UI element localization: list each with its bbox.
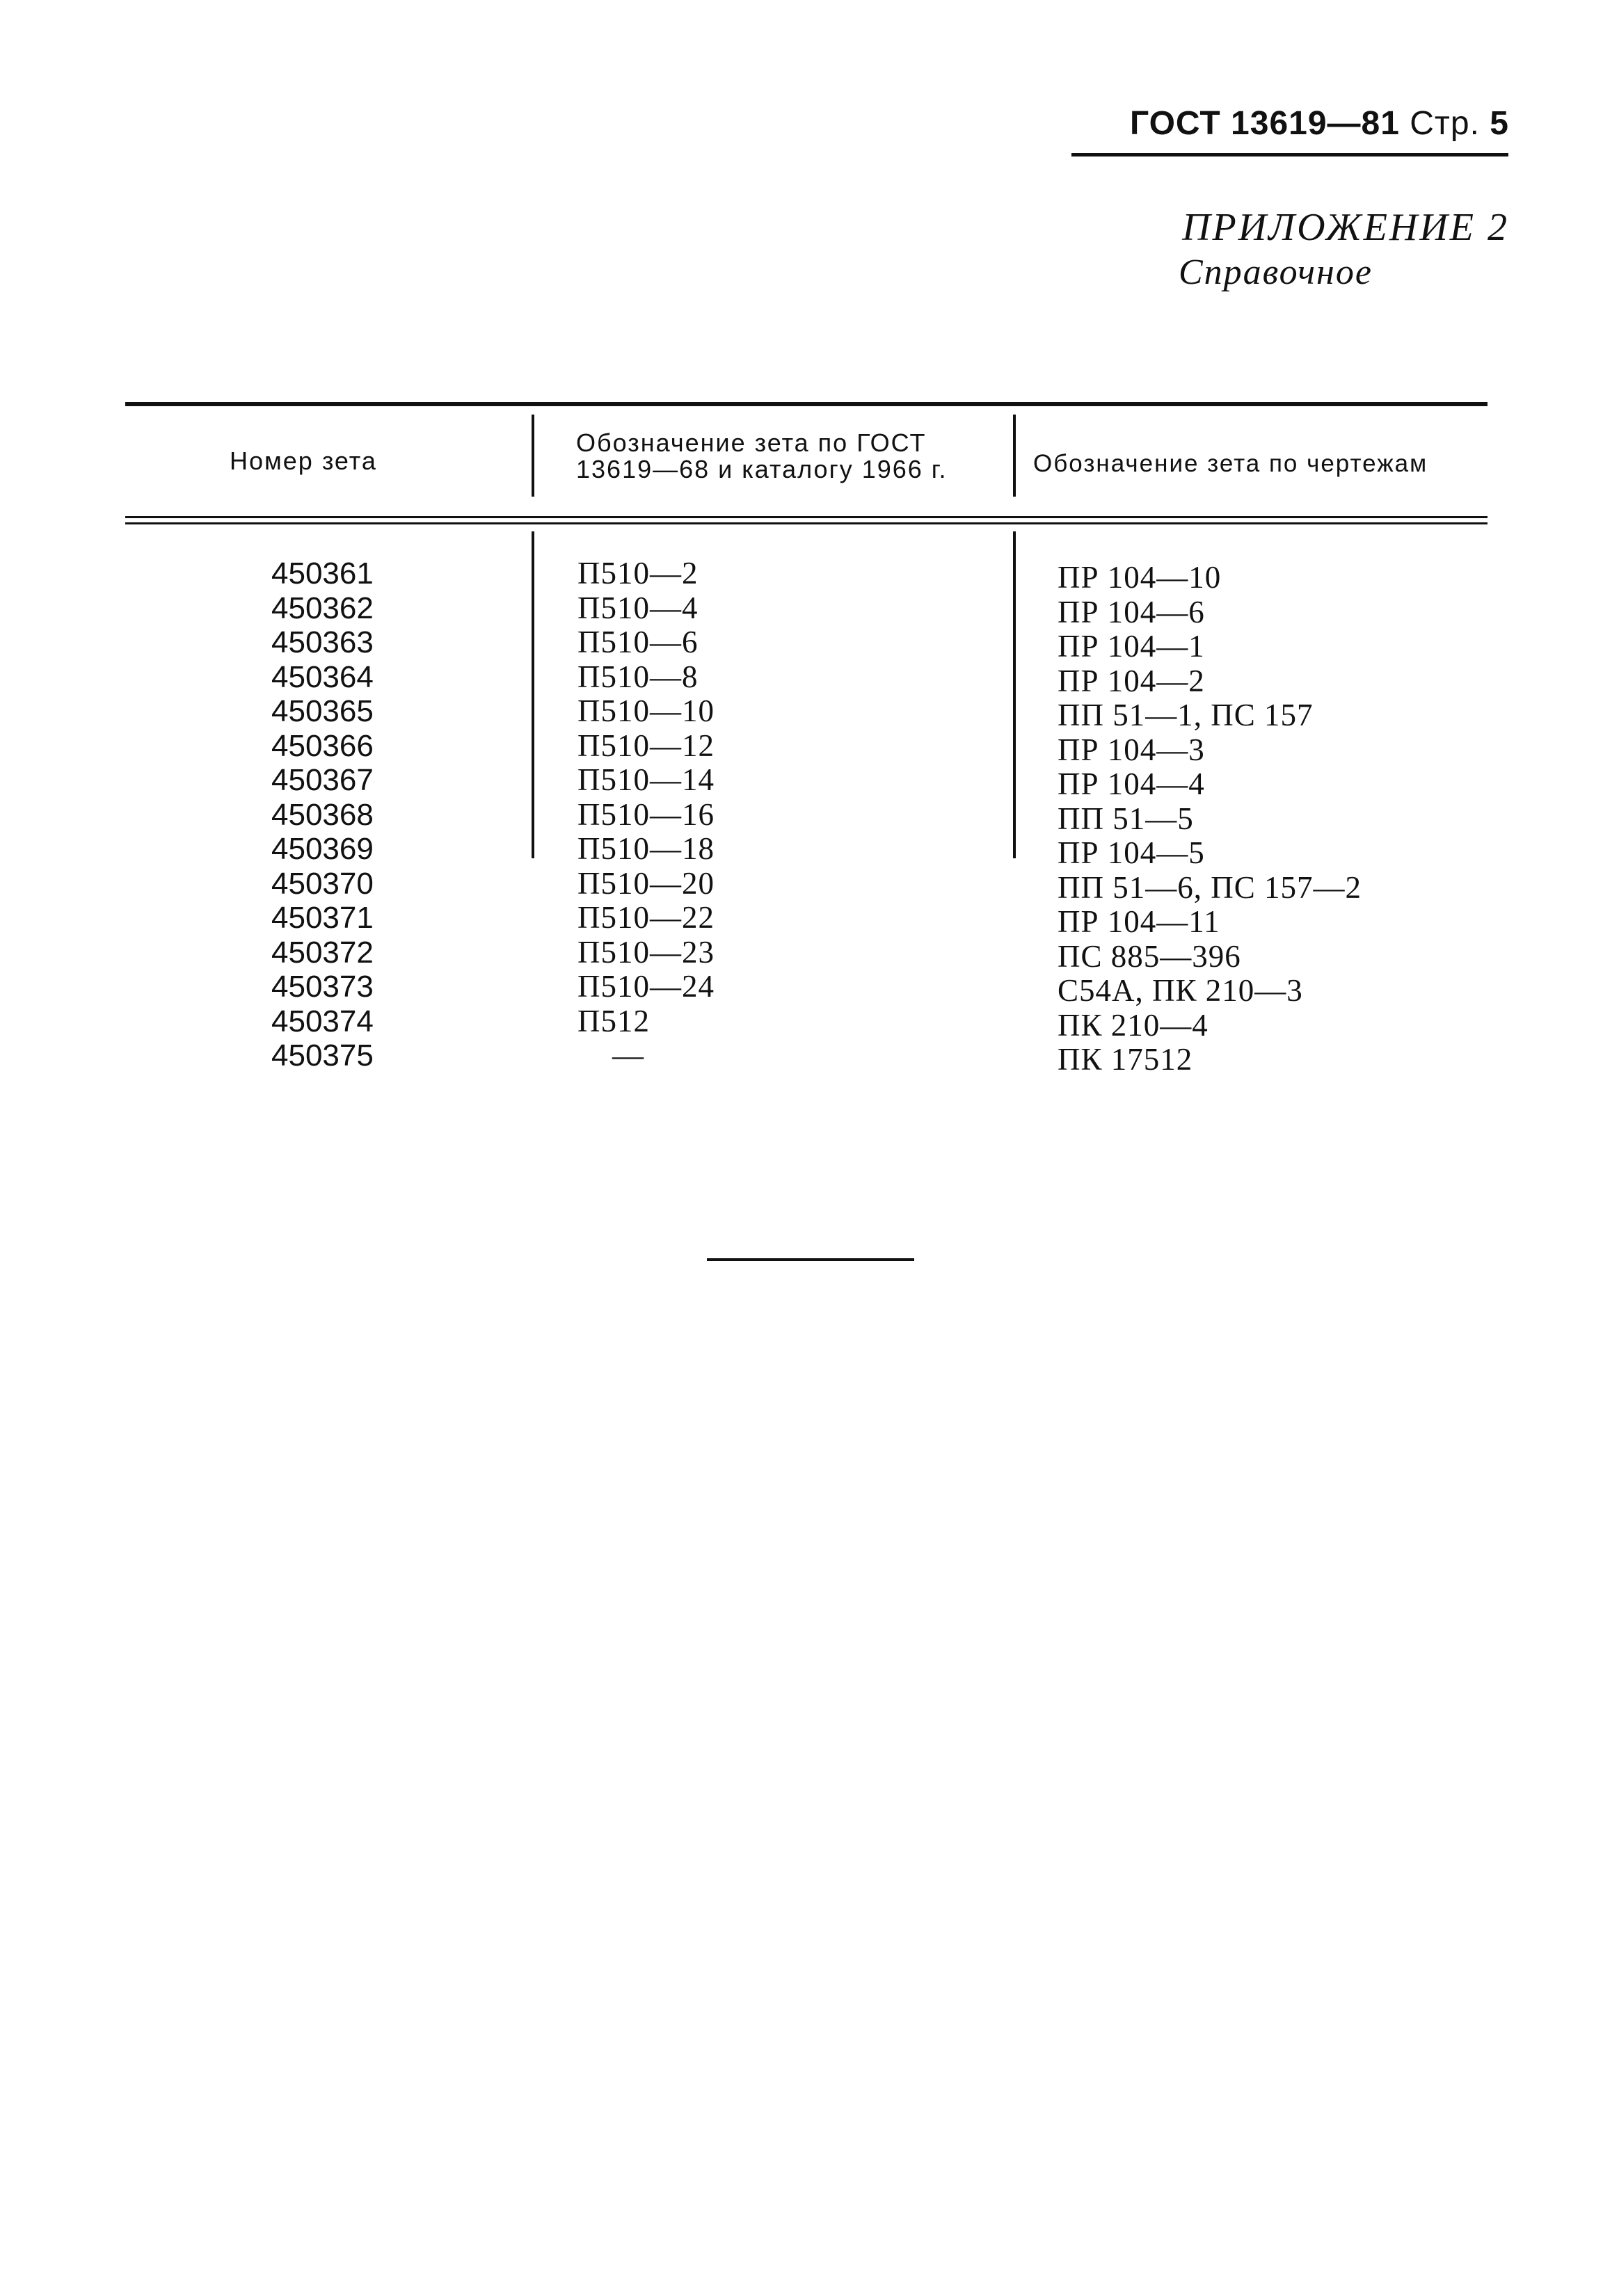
cell-drawing-designation: ПР 104—5 xyxy=(1058,835,1205,870)
appendix-subtitle: Справочное xyxy=(1179,252,1373,292)
cell-zet-number: 450362 xyxy=(271,591,374,625)
cell-zet-number: 450374 xyxy=(271,1004,374,1038)
cell-drawing-designation: ПР 104—3 xyxy=(1058,732,1205,767)
page-indicator xyxy=(1410,105,1509,142)
cell-gost-designation: П510—2 xyxy=(577,556,699,591)
end-of-text-rule xyxy=(707,1258,914,1261)
cell-gost-designation: П510—18 xyxy=(577,831,715,866)
cell-zet-number: 450364 xyxy=(271,659,374,694)
header-divider-2 xyxy=(1013,415,1016,497)
cell-zet-number: 450372 xyxy=(271,935,374,970)
cell-gost-designation: П510—4 xyxy=(577,590,699,625)
cell-drawing-designation: ПР 104—1 xyxy=(1058,629,1205,664)
cell-zet-number: 450361 xyxy=(271,556,374,591)
column-gost-designations xyxy=(577,556,715,1073)
cell-gost-designation: — xyxy=(612,1038,644,1073)
column-header-gost-line-1: Обозначение зета по ГОСТ xyxy=(576,428,927,457)
cell-drawing-designation: ПР 104—11 xyxy=(1058,904,1220,939)
reference-table xyxy=(125,402,1488,1150)
cell-zet-number: 450368 xyxy=(271,797,374,832)
header-rule xyxy=(1071,153,1508,156)
cell-gost-designation: П510—23 xyxy=(577,934,715,970)
column-drawing-designations xyxy=(1058,561,1362,1077)
cell-drawing-designation: ПР 104—2 xyxy=(1058,663,1205,698)
body-divider-2 xyxy=(1013,531,1016,858)
cell-gost-designation: П510—6 xyxy=(577,625,699,659)
cell-drawing-designation: ПК 17512 xyxy=(1058,1042,1193,1077)
appendix-title: ПРИЛОЖЕНИЕ 2 xyxy=(1182,206,1509,249)
cell-drawing-designation: ПР 104—4 xyxy=(1058,766,1205,801)
header-divider-1 xyxy=(532,415,534,497)
table-top-rule xyxy=(125,402,1488,406)
header-rule-lower xyxy=(125,522,1488,524)
cell-drawing-designation: ПС 885—396 xyxy=(1058,938,1241,974)
cell-gost-designation: П510—8 xyxy=(577,659,699,694)
cell-drawing-designation: ПП 51—6, ПС 157—2 xyxy=(1058,869,1362,905)
column-header-zet-number: Номер зета xyxy=(230,447,377,475)
cell-gost-designation: П510—24 xyxy=(577,969,715,1004)
cell-drawing-designation: ПП 51—1, ПС 157 xyxy=(1058,698,1314,732)
cell-gost-designation: П510—22 xyxy=(577,900,715,935)
body-divider-1 xyxy=(532,531,534,858)
running-header xyxy=(1130,104,1509,143)
cell-gost-designation: П510—10 xyxy=(577,693,715,728)
header-rule-upper xyxy=(125,516,1488,518)
cell-zet-number: 450375 xyxy=(271,1038,374,1073)
column-zet-numbers xyxy=(271,556,374,1073)
cell-drawing-designation: ПР 104—6 xyxy=(1058,594,1205,629)
cell-gost-designation: П512 xyxy=(577,1003,650,1038)
cell-gost-designation: П510—12 xyxy=(577,728,715,763)
cell-zet-number: 450367 xyxy=(271,763,374,797)
cell-zet-number: 450373 xyxy=(271,970,374,1004)
cell-gost-designation: П510—20 xyxy=(577,865,715,901)
column-header-gost-line-2: 13619—68 и каталогу 1966 г. xyxy=(576,455,948,483)
column-header-drawing-designation: Обозначение зета по чертежам xyxy=(1033,450,1428,477)
cell-gost-designation: П510—16 xyxy=(577,796,715,832)
standard-number: ГОСТ 13619—81 xyxy=(1130,105,1400,142)
cell-zet-number: 450369 xyxy=(271,832,374,866)
cell-zet-number: 450366 xyxy=(271,728,374,763)
page-label: Стр. xyxy=(1410,105,1480,142)
cell-drawing-designation: ПР 104—10 xyxy=(1058,560,1222,595)
cell-zet-number: 450363 xyxy=(271,625,374,659)
cell-gost-designation: П510—14 xyxy=(577,762,715,797)
column-header-gost-designation xyxy=(576,430,948,483)
cell-drawing-designation: ПК 210—4 xyxy=(1058,1007,1209,1043)
cell-zet-number: 450370 xyxy=(271,866,374,901)
cell-drawing-designation: С54А, ПК 210—3 xyxy=(1058,973,1303,1008)
page-number: 5 xyxy=(1490,105,1509,142)
cell-zet-number: 450371 xyxy=(271,901,374,935)
cell-drawing-designation: ПП 51—5 xyxy=(1058,801,1194,836)
cell-zet-number: 450365 xyxy=(271,694,374,728)
